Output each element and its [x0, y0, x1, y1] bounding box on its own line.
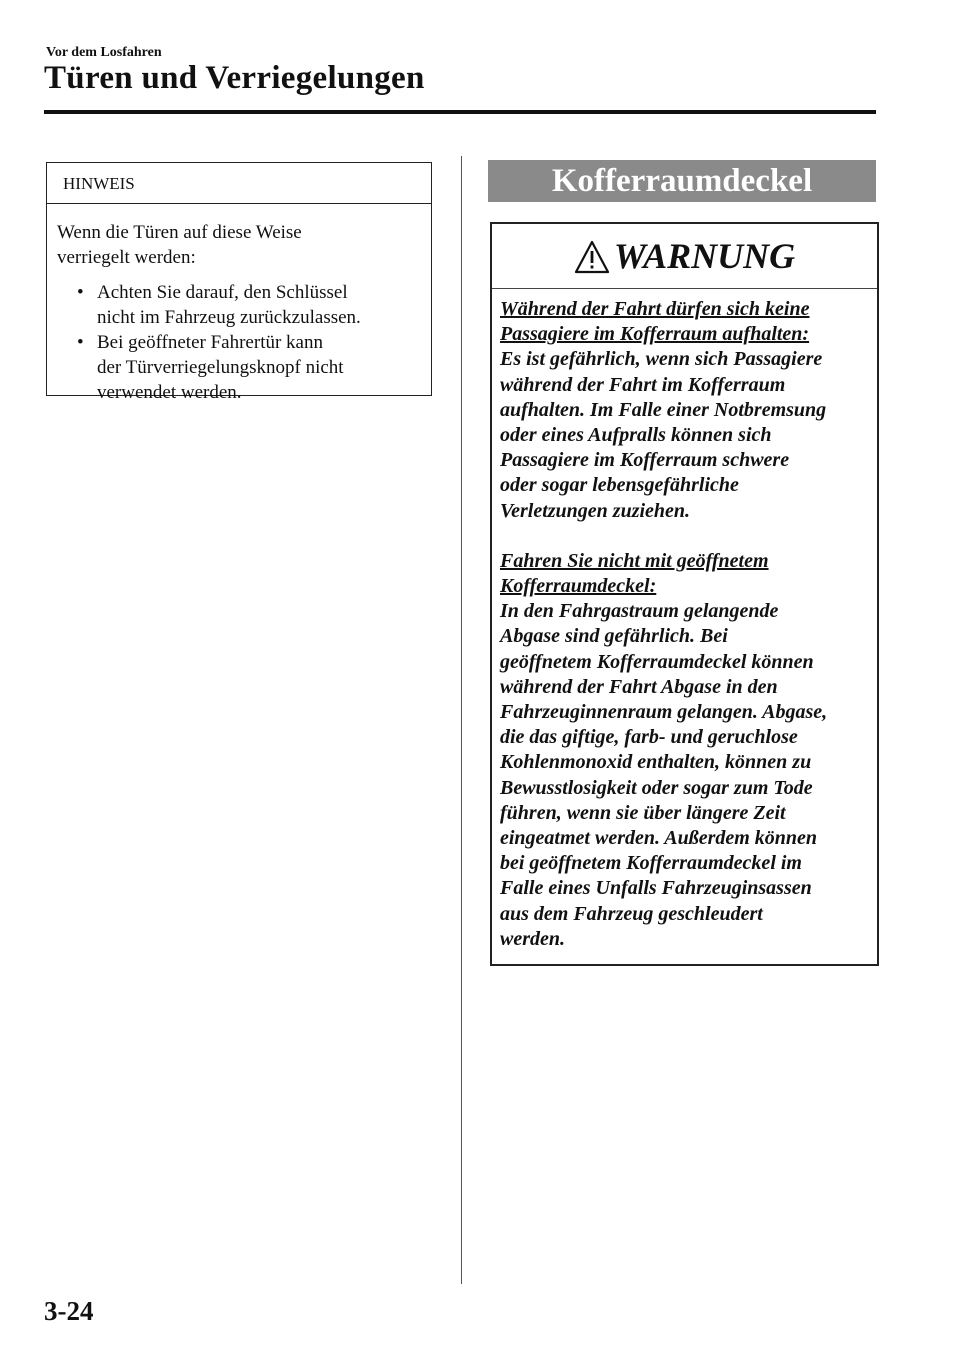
note-intro	[57, 220, 419, 270]
list-item-text: der Türverriegelungsknopf nicht	[97, 357, 344, 378]
warning-text	[500, 347, 871, 523]
warning-text	[500, 599, 871, 952]
warning-subheading-line: Passagiere im Kofferraum aufhalten:	[500, 323, 810, 346]
warning-label: WARNUNG	[613, 236, 796, 276]
note-label: HINWEIS	[47, 163, 431, 204]
list-item	[57, 330, 419, 405]
page-number: 3-24	[44, 1296, 94, 1326]
warning-subheading-line: Fahren Sie nicht mit geöffnetem	[500, 549, 769, 572]
warning-text-line: Verletzungen zuziehen.	[500, 499, 691, 522]
breadcrumb: Vor dem Losfahren	[46, 45, 162, 60]
warning-header	[492, 224, 877, 289]
page-title: Türen und Verriegelungen	[44, 60, 425, 96]
warning-text-line: Es ist gefährlich, wenn sich Passagiere	[500, 348, 823, 371]
note-intro-line: Wenn die Türen auf diese Weise	[57, 222, 302, 243]
warning-text-line: führen, wenn sie über längere Zeit	[500, 801, 786, 824]
title-rule	[44, 110, 876, 114]
warning-subheading	[500, 297, 871, 347]
warning-subheading-line: Während der Fahrt dürfen sich keine	[500, 298, 810, 320]
warning-text-line: oder sogar lebensgefährliche	[500, 474, 739, 497]
warning-text-line: Kohlenmonoxid enthalten, können zu	[500, 751, 812, 774]
section-heading: Kofferraumdeckel	[488, 160, 876, 202]
warning-text-line: Falle eines Unfalls Fahrzeuginsassen	[500, 877, 812, 900]
warning-subheading-line: Kofferraumdeckel:	[500, 575, 657, 598]
column-divider	[461, 156, 462, 1284]
warning-text-line: Abgase sind gefährlich. Bei	[500, 625, 728, 648]
warning-triangle-icon	[574, 240, 610, 274]
bullet: •	[77, 332, 84, 353]
list-item	[57, 280, 419, 330]
warning-text-line: während der Fahrt im Kofferraum	[500, 373, 786, 396]
warning-text-line: Fahrzeuginnenraum gelangen. Abgase,	[500, 701, 828, 724]
warning-text-line: aufhalten. Im Falle einer Notbremsung	[500, 398, 827, 421]
warning-text-line: werden.	[500, 927, 565, 950]
list-item-text: verwendet werden.	[97, 382, 242, 403]
warning-text-line: eingeatmet werden. Außerdem können	[500, 827, 818, 850]
list-item-text: Achten Sie darauf, den Schlüssel	[97, 282, 348, 303]
warning-text-line: aus dem Fahrzeug geschleudert	[500, 902, 763, 925]
note-box	[46, 162, 432, 403]
warning-text-line: Bewusstlosigkeit oder sogar zum Tode	[500, 776, 813, 799]
warning-body	[492, 289, 877, 952]
warning-text-line: geöffnetem Kofferraumdeckel können	[500, 650, 814, 673]
note-intro-line: verriegelt werden:	[57, 247, 196, 268]
warning-subheading	[500, 549, 871, 599]
note-body	[47, 204, 431, 405]
list-item-text: Bei geöffneter Fahrertür kann	[97, 332, 323, 353]
warning-text-line: während der Fahrt Abgase in den	[500, 675, 778, 698]
warning-box	[490, 222, 879, 966]
warning-text-line: bei geöffnetem Kofferraumdeckel im	[500, 852, 802, 875]
list-item-text: nicht im Fahrzeug zurückzulassen.	[97, 307, 361, 328]
warning-text-line: In den Fahrgastraum gelangende	[500, 600, 779, 623]
warning-text-line: oder eines Aufpralls können sich	[500, 424, 772, 447]
bullet: •	[77, 282, 84, 303]
warning-text-line: die das giftige, farb- und geruchlose	[500, 726, 798, 749]
warning-text-line: Passagiere im Kofferraum schwere	[500, 449, 790, 472]
note-list	[57, 280, 419, 405]
